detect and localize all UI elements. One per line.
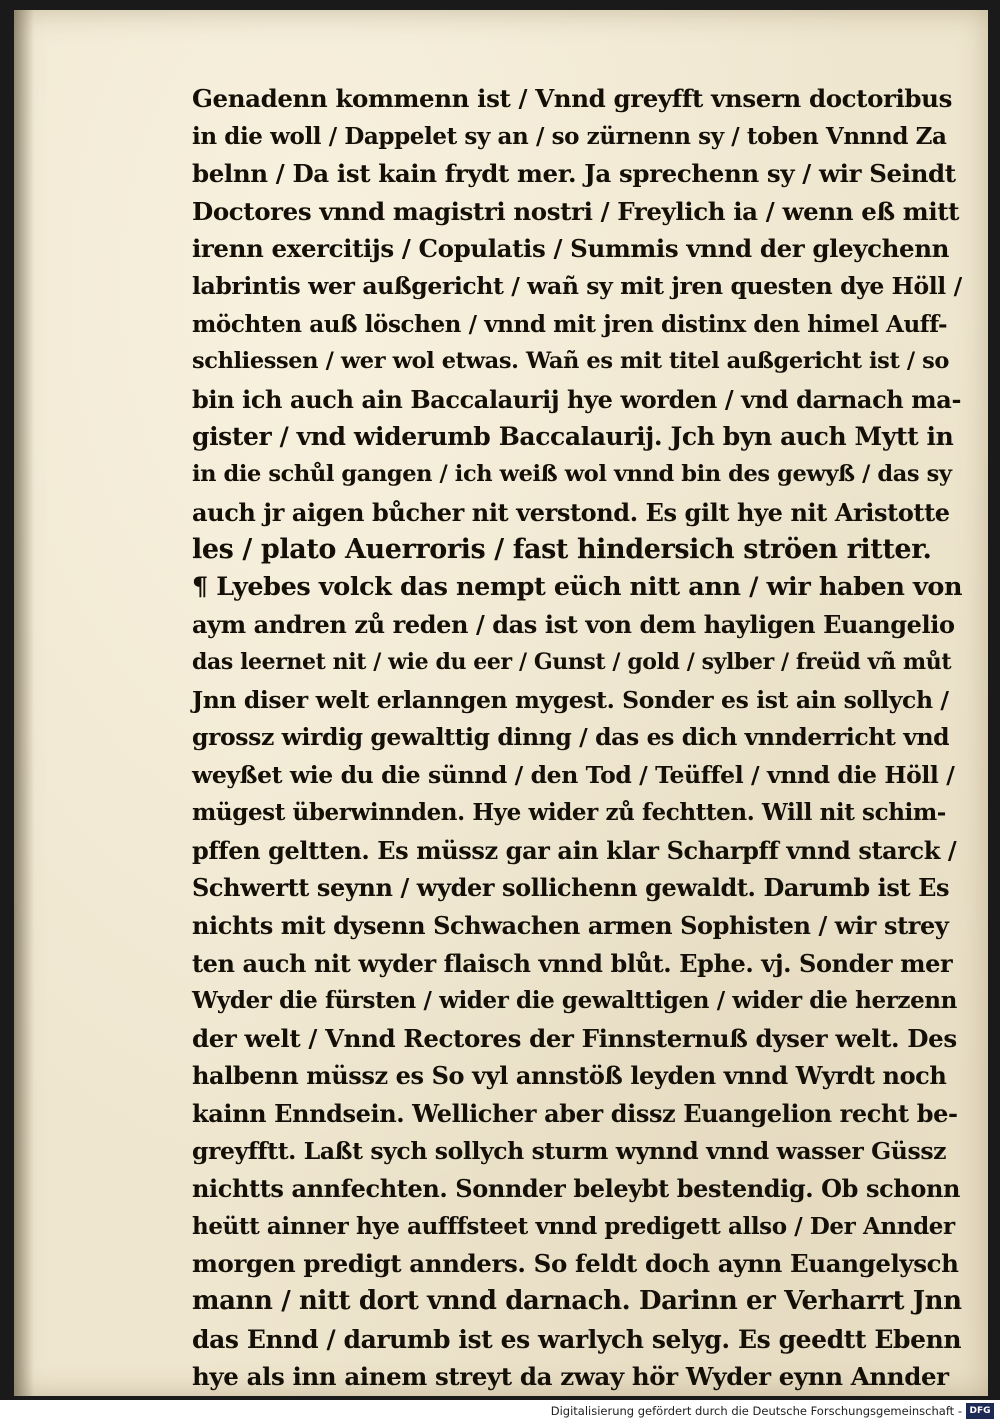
text-line: heütt ainner hye aufffsteet vnnd predigett allso / Der Annder — [192, 1212, 955, 1240]
text-line: pffen geltten. Es müssz gar ain klar Scharpff vnnd starck / — [192, 835, 957, 865]
text-line: aym andren zů reden / das ist von dem hayligen Euangelio — [192, 610, 955, 640]
page-text — [192, 80, 962, 1396]
paragraph-start-line: ¶ Lyebes volck das nempt eüch nitt ann / wir haben von — [192, 571, 963, 602]
text-line: les / plato Auerroris / fast hindersich ströen ritter. — [192, 534, 932, 566]
text-line: in die schůl gangen / ich weiß wol vnnd bin des gewyß / das sy — [192, 460, 952, 487]
text-line: auch jr aigen bůcher nit verstond. Es gilt hye nit Aristotte — [192, 497, 950, 527]
text-line: mann / nitt dort vnnd darnach. Darinn er Verharrt Jnn — [192, 1286, 962, 1316]
text-line: das leernet nit / wie du eer / Gunst / gold / sylber / freüd vñ můt — [192, 648, 952, 675]
text-line: Jnn diser welt erlanngen mygest. Sonder es ist ain sollych / — [192, 685, 949, 714]
text-line: hye als inn ainem streyt da zway hör Wyder eynn Annder — [192, 1362, 949, 1392]
text-line: ten auch nit wyder flaisch vnnd blůt. Ephe. vj. Sonder mer — [192, 948, 953, 978]
funding-credit: Digitalisierung gefördert durch die Deutsche Forschungsgemeinschaft - — [550, 1404, 962, 1418]
text-line: nichtts annfechten. Sonnder beleybt bestendig. Ob schonn — [192, 1174, 961, 1204]
text-line: möchten auß löschen / vnnd mit jren distinx den himel Auff- — [192, 310, 948, 338]
text-line: labrintis wer außgericht / wañ sy mit jren questen dye Höll / — [192, 271, 962, 300]
text-line: schliessen / wer wol etwas. Wañ es mit titel außgericht ist / so — [192, 348, 949, 375]
text-line: das Ennd / darumb ist es warlych selyg. Es geedtt Ebenn — [192, 1324, 962, 1354]
text-line: nichts mit dysenn Schwachen armen Sophisten / wir strey — [192, 911, 949, 941]
text-line: grossz wirdig gewalttig dinng / das es dich vnnderricht vnd — [192, 723, 950, 752]
text-line: weyßet wie du die sünnd / den Tod / Teüffel / vnnd die Höll / — [192, 760, 955, 789]
text-line: belnn / Da ist kain frydt mer. Ja sprechenn sy / wir Seindt — [192, 159, 956, 189]
text-line: morgen predigt annders. So feldt doch aynn Euangelysch — [192, 1249, 959, 1279]
text-line: in die woll / Dappelet sy an / so zürnenn sy / toben Vnnnd Za — [192, 122, 947, 150]
text-line: Doctores vnnd magistri nostri / Freylich ia / wenn eß mitt — [192, 196, 960, 226]
text-line: Wyder die fürsten / wider die gewalttigen / wider die herzenn — [192, 987, 957, 1015]
text-line: irenn exercitijs / Copulatis / Summis vnnd der gleychenn — [192, 234, 950, 264]
text-line: greyfftt. Laßt sych sollych sturm wynnd vnnd wasser Güssz — [192, 1136, 947, 1165]
text-line: der welt / Vnnd Rectores der Finnsternuß dyser welt. Des — [192, 1023, 957, 1053]
text-line: bin ich auch ain Baccalaurij hye worden / vnd darnach ma- — [192, 384, 962, 414]
dfg-logo-icon: DFG — [966, 1403, 994, 1419]
text-line: halbenn müssz es So vyl annstöß leyden vnnd Wyrdt noch — [192, 1061, 947, 1091]
page-gutter-shadow — [14, 10, 34, 1396]
text-line: Schwertt seynn / wyder sollichenn gewaldt. Darumb ist Es — [192, 873, 950, 903]
text-line: gister / vnd widerumb Baccalaurij. Jch byn auch Mytt in — [192, 422, 954, 452]
text-line: kainn Enndsein. Wellicher aber dissz Euangelion recht be- — [192, 1099, 958, 1129]
text-line: Genadenn kommenn ist / Vnnd greyfft vnsern doctoribus — [192, 84, 952, 113]
text-line: mügest überwinnden. Hye wider zů fechtten. Will nit schim- — [192, 799, 946, 827]
